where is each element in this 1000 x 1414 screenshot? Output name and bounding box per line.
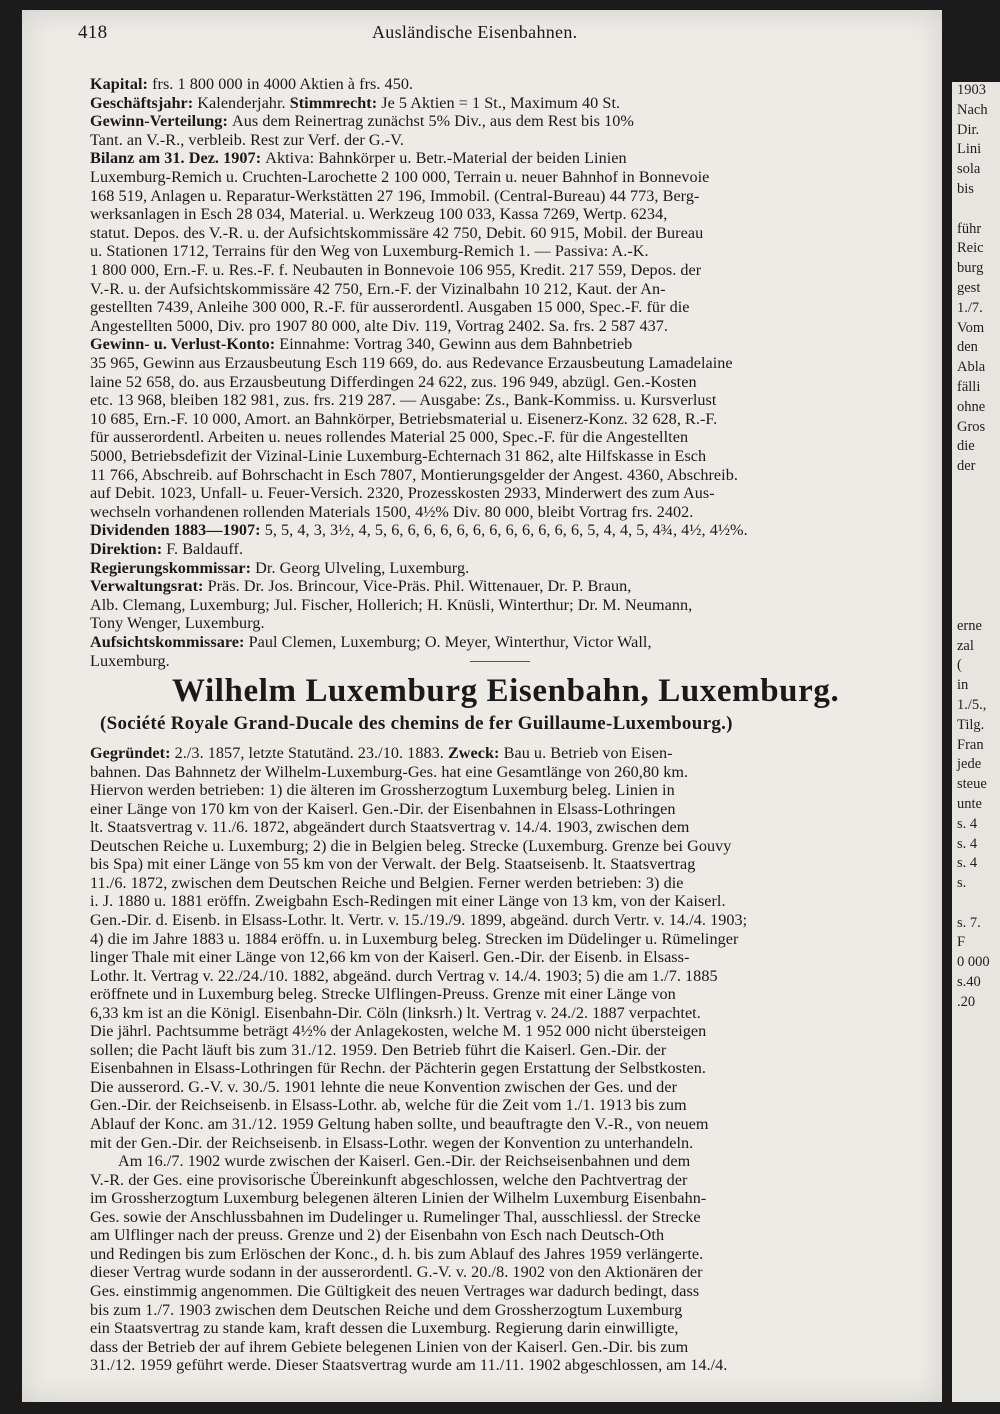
running-header: Ausländische Eisenbahnen. (372, 22, 578, 42)
adjacent-text-fragment: s. 4 (957, 855, 978, 872)
adjacent-text-fragment: 1903 (957, 82, 986, 98)
adjacent-text-fragment: Nach (957, 101, 988, 118)
field-text: 11./6. 1872, zwischen dem Deutschen Reiche und Belgien. Ferner werden betrieben: 3) die (90, 873, 684, 892)
field-text: Alb. Clemang, Luxemburg; Jul. Fischer, Hollerich; H. Knüsli, Winterthur; Dr. M. Neumann, (90, 595, 693, 614)
adjacent-page-edge (952, 82, 1000, 1402)
field-text: Die jährl. Pachtsumme beträgt 4½% der Anlagekosten, welche M. 1 952 000 nicht übersteigen (90, 1022, 707, 1041)
adjacent-text-fragment: den (957, 339, 978, 356)
field-text: 6,33 km ist an die Königl. Eisenbahn-Dir. Cöln (linksrh.) lt. Vertrag v. 24./2. 1887 verpachtet. (90, 1003, 701, 1022)
field-label: Gewinn-Verteilung: (90, 112, 232, 131)
field-text: Kalenderjahr. (197, 93, 290, 112)
field-text: 35 965, Gewinn aus Erzausbeutung Esch 119 669, do. aus Redevance Erzausbeutung Lamadelaine (90, 354, 733, 372)
field-text: 11 766, Abschreib. auf Bohrschacht in Esch 7807, Montierungsgelder der Angest. 4360, Abschreib. (90, 465, 738, 484)
field-text: auf Debit. 1023, Unfall- u. Feuer-Versich. 2320, Prozesskosten 2933, Minderwert des zum Aus- (90, 484, 715, 503)
field-label: Aufsichtskommissare: (90, 633, 249, 651)
field-text: frs. 1 800 000 in 4000 Aktien à frs. 450. (152, 75, 414, 93)
adjacent-text-fragment: gest (957, 279, 981, 296)
field-label: Kapital: (90, 75, 153, 93)
adjacent-text-fragment: fälli (957, 378, 981, 395)
field-text: u. Stationen 1712, Terrains für den Weg von Luxemburg-Remich 1. — Passiva: A.-K. (90, 242, 649, 261)
field-text: bis zum 1./7. 1903 zwischen dem Deutschen Reiche und dem Grossherzogtum Luxemburg (90, 1300, 683, 1319)
field-text: im Grossherzogtum Luxemburg belegenen älteren Linien der Wilhelm Luxemburg Eisenbahn- (90, 1189, 707, 1208)
field-text: Gen.-Dir. der Reichseisenb. in Elsass-Lothr. ab, welche für die Zeit vom 1./1. 1913 bis zum (90, 1096, 687, 1115)
adjacent-text-fragment: s. 4 (957, 815, 978, 832)
adjacent-text-fragment: jede (957, 756, 982, 773)
field-text: Hiervon werden betrieben: 1) die älteren im Grossherzogtum Luxemburg beleg. Linien in (90, 781, 675, 800)
field-text: eröffnete und in Luxemburg beleg. Strecke Ulflingen-Preuss. Grenze mit einer Länge von (90, 985, 676, 1004)
field-text: Ablauf der Konc. am 31./12. 1959 Geltung haben sollte, und beauftragte den V.-R., von neuem (90, 1115, 709, 1133)
adjacent-text-fragment (957, 598, 1000, 618)
field-text: Tant. an V.-R., verbleib. Rest zur Verf. der G.-V. (90, 130, 404, 149)
field-text: Präs. Dr. Jos. Brincour, Vice-Präs. Phil. Wittenauer, Dr. P. Braun, (207, 577, 632, 596)
adjacent-text-fragment: zal (957, 637, 974, 654)
field-text: dieser Vertrag wurde sodann in der ausserordentl. G.-V. v. 20./8. 1902 von den Aktionären der (90, 1263, 703, 1282)
adjacent-text-fragment: Abla (957, 359, 986, 376)
adjacent-text-fragment: steue (957, 776, 987, 793)
adjacent-text-fragment: erne (957, 617, 982, 634)
field-text: i. J. 1880 u. 1881 eröffn. Zweigbahn Esch-Redingen mit einer Länge von 13 km, von der Kaiserl. (90, 892, 726, 911)
adjacent-text-fragment (957, 1014, 1000, 1034)
adjacent-text-fragment: Gros (957, 418, 986, 435)
adjacent-text-fragment: Reic (957, 240, 984, 257)
field-text: mit der Gen.-Dir. der Reichseisenb. in Elsass-Lothr. wegen der Konvention zu unterhandeln. (90, 1133, 694, 1152)
adjacent-text-fragment: s. (957, 875, 967, 892)
field-text: Am 16./7. 1902 wurde zwischen der Kaiserl. Gen.-Dir. der Reichseisenbahnen und dem (118, 1152, 691, 1171)
field-text: V.-R. der Ges. eine provisorische Übereinkunft abgeschlossen, welche den Pachtvertrag der (90, 1170, 688, 1189)
field-text: Je 5 Aktien = 1 St., Maximum 40 St. (381, 93, 621, 112)
adjacent-text-fragment: Lini (957, 141, 982, 158)
field-text: 2./3. 1857, letzte Statutänd. 23./10. 1883. (174, 744, 448, 762)
field-text: 5, 5, 4, 3, 3½, 4, 5, 6, 6, 6, 6, 6, 6, 6, 6, 6, 6, 6, 6, 5, 4, 4, 5, 4¾, 4½, 4½%. (264, 521, 748, 540)
field-text: 168 519, Anlagen u. Reparatur-Werkstätten 27 196, Immobil. (Central-Bureau) 44 773, Berg- (90, 186, 700, 205)
field-text: laine 52 658, do. aus Erzausbeutung Differdingen 24 622, zus. 196 949, abzügl. Gen.-Kosten (90, 372, 697, 391)
field-text: Eisenbahnen in Elsass-Lothringen für Rechn. der Pächterin gegen Erstattung der Selbstkosten. (90, 1059, 706, 1078)
adjacent-text-fragment: .20 (957, 993, 976, 1010)
field-text: Einnahme: Vortrag 340, Gewinn aus dem Bahnbetrieb (279, 335, 633, 354)
field-label: Bilanz am 31. Dez. 1907: (90, 149, 266, 168)
adjacent-text-fragment: in (957, 677, 969, 694)
adjacent-text-fragment: s.40 (957, 974, 981, 991)
field-text: Luxemburg. (90, 651, 170, 670)
adjacent-text-fragment: 1./5., (957, 696, 987, 713)
field-label: Geschäftsjahr: (90, 93, 198, 112)
field-text: Aus dem Reinertrag zunächst 5% Div., aus dem Rest bis 10% (232, 112, 634, 131)
page-number: 418 (78, 22, 108, 43)
section-divider (470, 661, 530, 662)
field-text: Deutschen Reiche u. Luxemburg; 2) die in Belgien beleg. Strecke (Luxemburg. Grenze bei Gouvy (90, 836, 732, 855)
adjacent-text-fragment: s. 7. (957, 914, 981, 931)
field-text: statut. Depos. des V.-R. u. der Aufsichtskommissäre 42 750, Debit. 60 915, Mobil. der Bureau (90, 223, 704, 242)
adjacent-text-fragment: ohne (957, 398, 986, 415)
adjacent-gap (957, 478, 1000, 598)
text-line (90, 1355, 924, 1376)
adjacent-text-fragment: s. 4 (957, 835, 978, 852)
company-title: Wilhelm Luxemburg Eisenbahn, Luxemburg. (172, 673, 840, 709)
field-text: dass der Betrieb der auf ihrem Gebiete belegenen Linien von der Kaiserl. Gen.-Dir. bis zum (90, 1337, 689, 1356)
adjacent-text-fragment: Dir. (957, 121, 980, 138)
field-text: 4) die im Jahre 1883 u. 1884 eröffn. u. in Luxemburg beleg. Strecken im Düdelinger u. Rümelinger (90, 929, 739, 948)
company-subtitle: (Société Royale Grand-Ducale des chemins de fer Guillaume-Luxembourg.) (100, 713, 733, 734)
field-text: Bau u. Betrieb von Eisen- (503, 744, 673, 762)
book-page (22, 10, 942, 1402)
adjacent-text-fragment: bis (957, 180, 974, 197)
adjacent-text-fragment: sola (957, 161, 981, 178)
field-text: Angestellten 5000, Div. pro 1907 80 000, alte Div. 119, Vortrag 2402. Sa. frs. 2 587 437. (90, 316, 668, 335)
field-text: V.-R. u. der Aufsichtskommissäre 42 750, Ern.-F. der Vizinalbahn 10 212, Kaut. der An- (90, 279, 666, 298)
adjacent-text-fragment: ( (957, 657, 962, 674)
field-label: Zweck: (447, 744, 504, 762)
field-text: wechseln vorhandenen rollenden Materials 1500, 4½% Div. 80 000, bleibt Vortrag frs. 2402. (90, 502, 694, 521)
field-text: Ges. einstimmig angenommen. Die Gültigkeit des neuen Vertrages war dadurch bedingt, dass (90, 1281, 700, 1300)
field-text: sollen; die Pacht läuft bis zum 31./12. 1959. Den Betrieb führt die Kaiserl. Gen.-Dir. der (90, 1040, 667, 1059)
field-text: werksanlagen in Esch 28 034, Material. u. Werkzeug 100 033, Kassa 7269, Wertp. 6234, (90, 205, 668, 224)
field-label: Stimmrecht: (289, 93, 382, 112)
field-text: Ges. sowie der Anschlussbahnen im Dudelinger u. Rumelinger Thal, ausschliessl. der Strecke (90, 1207, 701, 1226)
adjacent-text-fragment: burg (957, 260, 984, 277)
field-text: am Ulflinger nach der preuss. Grenze und 2) der Eisenbahn von Esch nach Deutsch-Oth (90, 1226, 665, 1245)
field-text: Dr. Georg Ulveling, Luxemburg. (255, 558, 470, 577)
adjacent-text-fragment: F (957, 934, 966, 951)
field-label: Gegründet: (90, 744, 175, 762)
field-text: einer Länge von 170 km von der Kaiserl. Gen.-Dir. der Eisenbahnen in Elsass-Lothringen (90, 799, 676, 818)
field-text: Lothr. lt. Vertrag v. 22./24./10. 1882, abgeänd. durch Vertrag v. 14./4. 1903; 5) die am 1./7. 1885 (90, 966, 718, 985)
field-text: Die ausserord. G.-V. v. 30./5. 1901 lehnte die neue Konvention zwischen der Ges. und der (90, 1077, 678, 1096)
field-text: linger Thale mit einer Länge von 12,66 km von der Kaiserl. Gen.-Dir. der Eisenb. in Elsass- (90, 948, 690, 967)
field-text: lt. Staatsvertrag v. 11./6. 1872, abgeändert durch Staatsvertrag v. 14./4. 1903, zwischen dem (90, 818, 690, 837)
field-label: Regierungskommissar: (90, 558, 256, 577)
field-label: Gewinn- u. Verlust-Konto: (90, 335, 280, 354)
field-text: Gen.-Dir. d. Eisenb. in Elsass-Lothr. lt. Vertr. v. 15./19./9. 1899, abgeänd. durch Vertr. v. 14./4. 1903; (90, 910, 748, 929)
field-text: bahnen. Das Bahnnetz der Wilhelm-Luxemburg-Ges. hat eine Gesamtlänge von 260,80 km. (90, 762, 689, 781)
adjacent-text-fragment (957, 201, 1000, 221)
adjacent-text-fragment: die (957, 438, 975, 455)
adjacent-text-fragment: Fran (957, 736, 984, 753)
adjacent-text-fragment: führ (957, 220, 982, 237)
field-text: Paul Clemen, Luxemburg; O. Meyer, Winterthur, Victor Wall, (248, 633, 652, 651)
field-text: Aktiva: Bahnkörper u. Betr.-Material der beiden Linien (265, 149, 627, 168)
field-label: Verwaltungsrat: (90, 577, 208, 596)
field-text: gestellten 7439, Anleihe 300 000, R.-F. für ausserordentl. Ausgaben 15 000, Spec.-F. für die (90, 298, 690, 317)
field-text: Tony Wenger, Luxemburg. (90, 614, 265, 633)
field-label: Dividenden 1883—1907: (90, 521, 265, 540)
field-text: und Redingen bis zum Erlöschen der Konc., d. h. bis zum Ablauf des Jahres 1959 verlängerte. (90, 1244, 704, 1263)
adjacent-text-fragment: 0 000 (957, 954, 990, 971)
field-text: 31./12. 1959 geführt werde. Dieser Staatsvertrag wurde am 11./11. 1902 abgeschlossen, am 14./4. (90, 1356, 728, 1375)
adjacent-text-fragment: unte (957, 795, 982, 812)
field-text: F. Baldauff. (166, 540, 244, 558)
adjacent-text-fragment: 1./7. (957, 299, 983, 316)
adjacent-text-fragment: Tilg. (957, 716, 985, 733)
field-label: Direktion: (90, 540, 167, 558)
adjacent-text-fragment: der (957, 458, 976, 475)
field-text: 10 685, Ern.-F. 10 000, Amort. an Bahnkörper, Betriebsmaterial u. Eisenerz-Konz. 32 628, R.-F. (90, 409, 718, 428)
adjacent-text-fragment (957, 895, 1000, 915)
adjacent-text-fragment: Vom (957, 319, 985, 336)
field-text: ein Staatsvertrag zu stande kam, kraft dessen die Luxemburg. Regierung darin einwilligte, (90, 1319, 679, 1338)
field-text: für ausserordentl. Arbeiten u. neues rollendes Material 25 000, Spec.-F. für die Angestellten (90, 428, 689, 447)
field-text: etc. 13 968, bleiben 182 981, zus. frs. 219 287. — Ausgabe: Zs., Bank-Kommiss. u. Kursverlust (90, 391, 717, 410)
field-text: bis Spa) mit einer Länge von 55 km von der Verwalt. der Belg. Staatseisenb. lt. Staatsvertrag (90, 855, 696, 874)
field-text: 1 800 000, Ern.-F. u. Res.-F. f. Neubauten in Bonnevoie 106 955, Kredit. 217 559, Depos. der (90, 261, 702, 279)
field-text: 5000, Betriebsdefizit der Vizinal-Linie Luxemburg-Echternach 31 862, alte Hilfskasse in Esch (90, 447, 707, 465)
field-text: Luxemburg-Remich u. Cruchten-Larochette 2 100 000, Terrain u. neuer Bahnhof in Bonnevoie (90, 168, 710, 186)
